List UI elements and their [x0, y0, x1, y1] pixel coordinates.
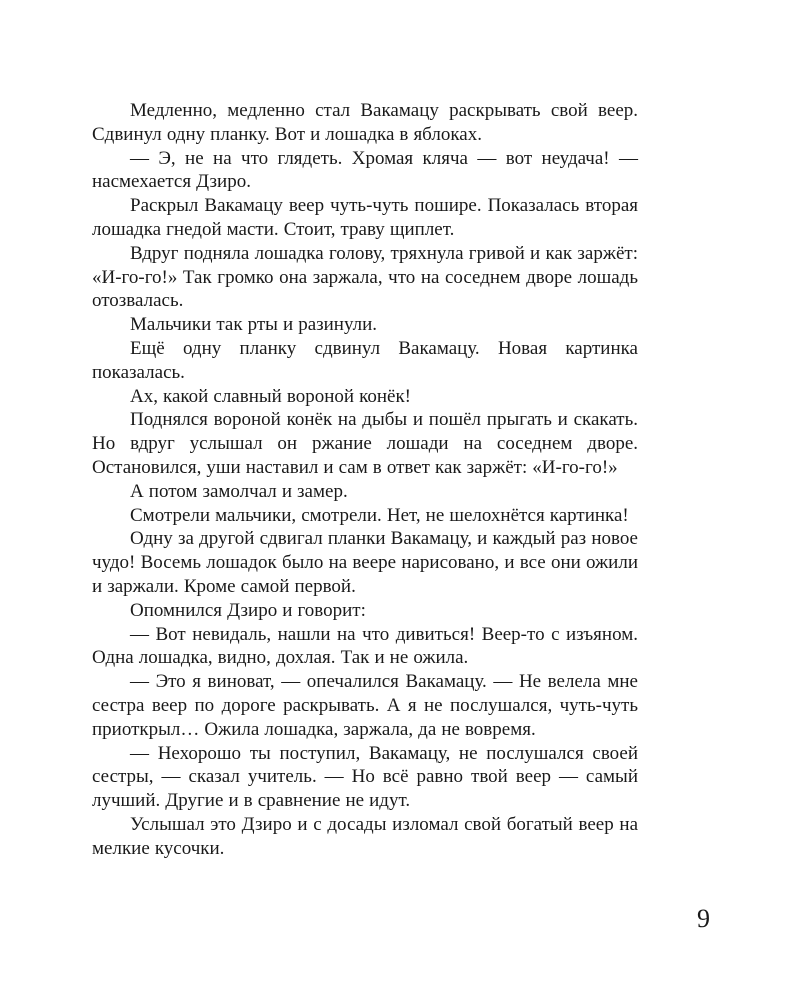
paragraph: — Нехорошо ты поступил, Вакамацу, не послушался своей сестры, — сказал учитель. — Но всё равно твой веер — самый лучший. Другие и в сравнение не идут. — [92, 742, 638, 812]
paragraph: Услышал это Дзиро и с досады изломал свой богатый веер на мелкие кусочки. — [92, 813, 638, 859]
paragraph: Мальчики так рты и разинули. — [130, 314, 378, 336]
paragraph: — Вот невидаль, нашли на что дивиться! Веер-то с изъяном. Одна лошадка, видно, дохлая. Так и не ожила. — [92, 623, 638, 669]
paragraph: А потом замолчал и замер. — [130, 480, 348, 502]
paragraph: Медленно, медленно стал Вакамацу раскрывать свой веер. Сдвинул одну планку. Вот и лошадка в яблоках. — [92, 100, 638, 145]
paragraph: Раскрыл Вакамацу веер чуть-чуть пошире. Показалась вторая лошадка гнедой масти. Стоит, траву щиплет. — [92, 195, 638, 240]
paragraph: Поднялся вороной конёк на дыбы и пошёл прыгать и скакать. Но вдруг услышал он ржание лошади на соседнем дворе. Остановился, уши наставил и сам в ответ как заржёт: «И-го-го!» — [92, 409, 638, 478]
paragraph: Ещё одну планку сдвинул Вакамацу. Новая картинка показалась. — [92, 337, 638, 383]
paragraph: Ах, какой славный вороной конёк! — [130, 385, 412, 407]
paragraph: Опомнился Дзиро и говорит: — [130, 599, 366, 621]
paragraph: Одну за другой сдвигал планки Вакамацу, и каждый раз новое чудо! Восемь лошадок было на веере нарисовано, и все они ожили и заржали. Кроме самой первой. — [92, 528, 638, 597]
page-number: 9 — [697, 904, 710, 933]
main-text — [92, 99, 638, 861]
paragraph: — Э, не на что глядеть. Хромая кляча — вот неудача! — насмехается Дзиро. — [92, 147, 638, 193]
paragraph: Вдруг подняла лошадка голову, тряхнула гривой и как заржёт: «И-го-го!» Так громко она заржала, что на соседнем дворе лошадь отозвалась. — [92, 242, 638, 312]
paragraph: Смотрели мальчики, смотрели. Нет, не шелохнётся картинка! — [130, 504, 629, 526]
paragraph: — Это я виноват, — опечалился Вакамацу. — Не велела мне сестра веер по дороге раскрывать. А я не послушался, чуть-чуть приоткрыл… Ожила лошадка, заржала, да не вовремя. — [92, 671, 638, 740]
